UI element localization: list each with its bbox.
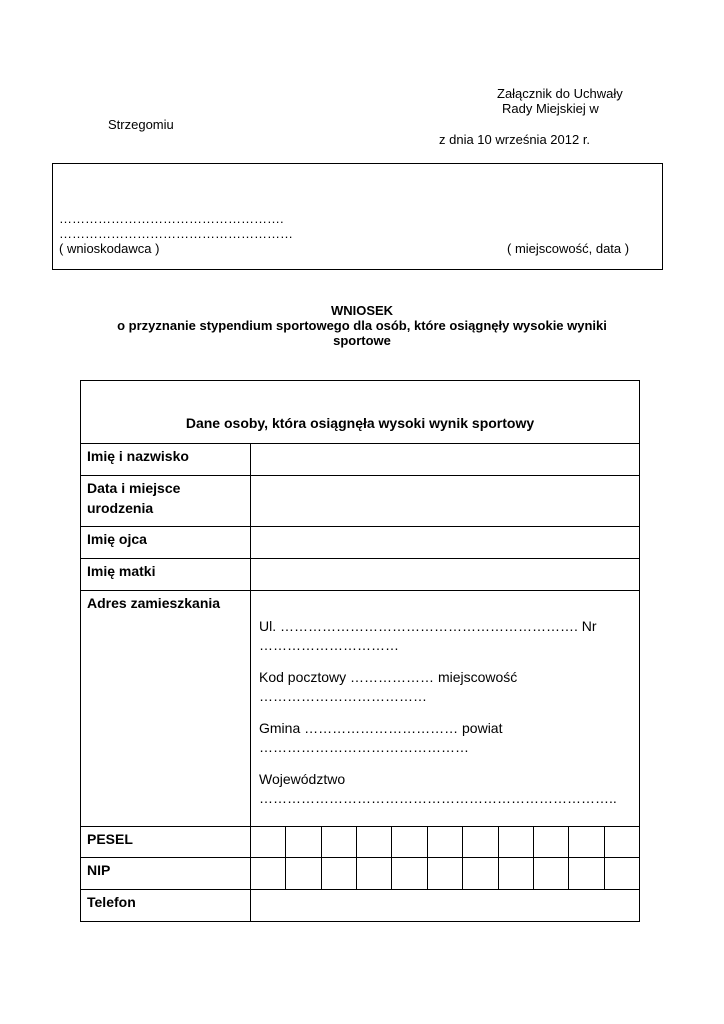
pesel-digit-box[interactable] bbox=[428, 827, 463, 857]
pesel-digit-box[interactable] bbox=[499, 827, 534, 857]
resolution-date: z dnia 10 września 2012 r. bbox=[439, 132, 591, 147]
place-date-label: ( miejscowość, data ) bbox=[507, 241, 630, 256]
nip-field bbox=[251, 858, 640, 890]
nip-digit-box[interactable] bbox=[392, 858, 427, 889]
nip-digit-box[interactable] bbox=[499, 858, 534, 889]
pesel-digit-box[interactable] bbox=[605, 827, 639, 857]
pesel-label: PESEL bbox=[81, 827, 251, 858]
postal-code-line[interactable]: Kod pocztowy ……………… miejscowość ……………………………… bbox=[259, 669, 518, 704]
mother-name-label: Imię matki bbox=[81, 559, 251, 591]
applicant-dots-line-1[interactable]: ……………………………………………. bbox=[59, 211, 284, 226]
pesel-digit-box[interactable] bbox=[463, 827, 498, 857]
pesel-digit-box[interactable] bbox=[286, 827, 321, 857]
council-city: Strzegomiu bbox=[108, 117, 174, 132]
birth-label: Data i miejsce urodzenia bbox=[81, 476, 251, 527]
document-subtitle-2: sportowe bbox=[333, 333, 391, 348]
gmina-line[interactable]: Gmina …………………………… powiat ……………………………………… bbox=[259, 720, 503, 755]
name-label: Imię i nazwisko bbox=[81, 444, 251, 476]
pesel-digit-box[interactable] bbox=[534, 827, 569, 857]
document-title: WNIOSEK bbox=[330, 303, 394, 318]
nip-digit-box[interactable] bbox=[322, 858, 357, 889]
nip-digit-box[interactable] bbox=[569, 858, 604, 889]
pesel-digit-box[interactable] bbox=[251, 827, 286, 857]
nip-digit-box[interactable] bbox=[357, 858, 392, 889]
nip-digit-box[interactable] bbox=[428, 858, 463, 889]
attachment-header: Załącznik do Uchwały bbox=[497, 86, 623, 101]
birth-field[interactable] bbox=[251, 476, 640, 527]
document-subtitle-1: o przyznanie stypendium sportowego dla osób, które osiągnęły wysokie wyniki bbox=[117, 318, 607, 333]
address-field bbox=[251, 591, 640, 827]
nip-digit-box[interactable] bbox=[251, 858, 286, 889]
mother-name-field[interactable] bbox=[251, 559, 640, 591]
phone-field[interactable] bbox=[251, 890, 640, 922]
nip-label: NIP bbox=[81, 858, 251, 890]
nip-digit-box[interactable] bbox=[605, 858, 639, 889]
nip-digit-box[interactable] bbox=[463, 858, 498, 889]
applicant-label: ( wnioskodawca ) bbox=[59, 241, 160, 256]
applicant-box bbox=[52, 163, 663, 270]
street-line[interactable]: Ul. ………………………………………………………. Nr ………………………… bbox=[259, 618, 597, 653]
pesel-digit-box[interactable] bbox=[357, 827, 392, 857]
section-heading: Dane osoby, która osiągnęła wysoki wynik sportowy bbox=[81, 381, 640, 444]
pesel-digit-box[interactable] bbox=[569, 827, 604, 857]
applicant-dots-line-2[interactable]: ……………………………………………… bbox=[59, 226, 293, 241]
pesel-digit-box[interactable] bbox=[392, 827, 427, 857]
voivodeship-line[interactable]: Województwo ………………………………………………………………….. bbox=[259, 771, 617, 806]
name-field[interactable] bbox=[251, 444, 640, 476]
council-name: Rady Miejskiej w bbox=[502, 101, 599, 116]
phone-label: Telefon bbox=[81, 890, 251, 922]
nip-digit-box[interactable] bbox=[534, 858, 569, 889]
address-label: Adres zamieszkania bbox=[81, 591, 251, 827]
father-name-field[interactable] bbox=[251, 527, 640, 559]
pesel-digit-box[interactable] bbox=[322, 827, 357, 857]
father-name-label: Imię ojca bbox=[81, 527, 251, 559]
pesel-field bbox=[251, 827, 640, 858]
nip-digit-box[interactable] bbox=[286, 858, 321, 889]
applicant-data-table bbox=[80, 380, 640, 922]
